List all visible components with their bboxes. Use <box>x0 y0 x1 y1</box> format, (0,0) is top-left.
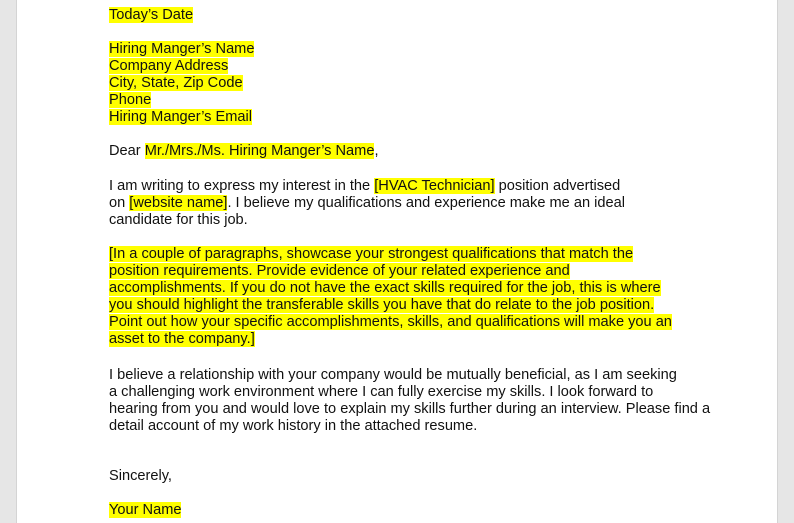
signoff: Sincerely, <box>109 468 172 484</box>
intro-text: position advertised <box>494 178 621 194</box>
date-line <box>109 7 193 24</box>
recipient-address: Company Address <box>109 58 229 74</box>
intro-line-2 <box>109 195 625 212</box>
salutation <box>109 143 379 160</box>
closing-line <box>109 418 477 435</box>
body-line <box>109 297 654 314</box>
recipient-email: Hiring Manger’s Email <box>109 109 253 125</box>
intro-text: candidate for this job. <box>109 212 248 228</box>
recipient-address-line <box>109 58 228 75</box>
closing-text: hearing from you and would love to explain my skills further during an interview. Please find a <box>109 401 711 417</box>
signature-name: Your Name <box>109 502 182 518</box>
intro-text: . I believe my qualifications and experience make me an ideal <box>227 195 625 211</box>
intro-line-3 <box>109 212 248 229</box>
salutation-prefix: Dear <box>109 143 145 159</box>
body-line <box>109 263 570 280</box>
body-text: accomplishments. If you do not have the exact skills required for the job, this is where <box>109 280 661 296</box>
signature-line <box>109 502 181 519</box>
salutation-suffix: , <box>374 143 379 159</box>
body-text: [In a couple of paragraphs, showcase your strongest qualifications that match the <box>109 246 634 262</box>
intro-text: on <box>109 195 130 211</box>
recipient-name-line <box>109 41 254 58</box>
document-page <box>16 0 778 523</box>
date-placeholder: Today’s Date <box>109 7 194 23</box>
closing-text: detail account of my work history in the attached resume. <box>109 418 478 434</box>
body-line <box>109 314 672 331</box>
body-line <box>109 331 255 348</box>
body-text: Point out how your specific accomplishments, skills, and qualifications will make you an <box>109 314 672 330</box>
recipient-name: Hiring Manger’s Name <box>109 41 255 57</box>
recipient-city-line <box>109 75 243 92</box>
body-line <box>109 280 661 297</box>
closing-line <box>109 367 677 384</box>
website-placeholder: [website name] <box>129 195 228 211</box>
body-text: you should highlight the transferable skills you have that do relate to the job position. <box>109 297 655 313</box>
intro-line-1 <box>109 178 620 195</box>
body-text: position requirements. Provide evidence of your related experience and <box>109 263 570 279</box>
recipient-phone: Phone <box>109 92 152 108</box>
recipient-city: City, State, Zip Code <box>109 75 243 91</box>
body-text: asset to the company.] <box>109 331 255 347</box>
recipient-phone-line <box>109 92 151 109</box>
closing-line <box>109 401 710 418</box>
closing-text: I believe a relationship with your company would be mutually beneficial, as I am seeking <box>109 367 677 383</box>
body-line <box>109 246 633 263</box>
intro-text: I am writing to express my interest in the <box>109 178 375 194</box>
closing-line <box>109 384 653 401</box>
recipient-email-line <box>109 109 252 126</box>
position-placeholder: [HVAC Technician] <box>374 178 495 194</box>
closing-text: a challenging work environment where I can fully exercise my skills. I look forward to <box>109 384 654 400</box>
salutation-name: Mr./Mrs./Ms. Hiring Manger’s Name <box>144 143 375 159</box>
